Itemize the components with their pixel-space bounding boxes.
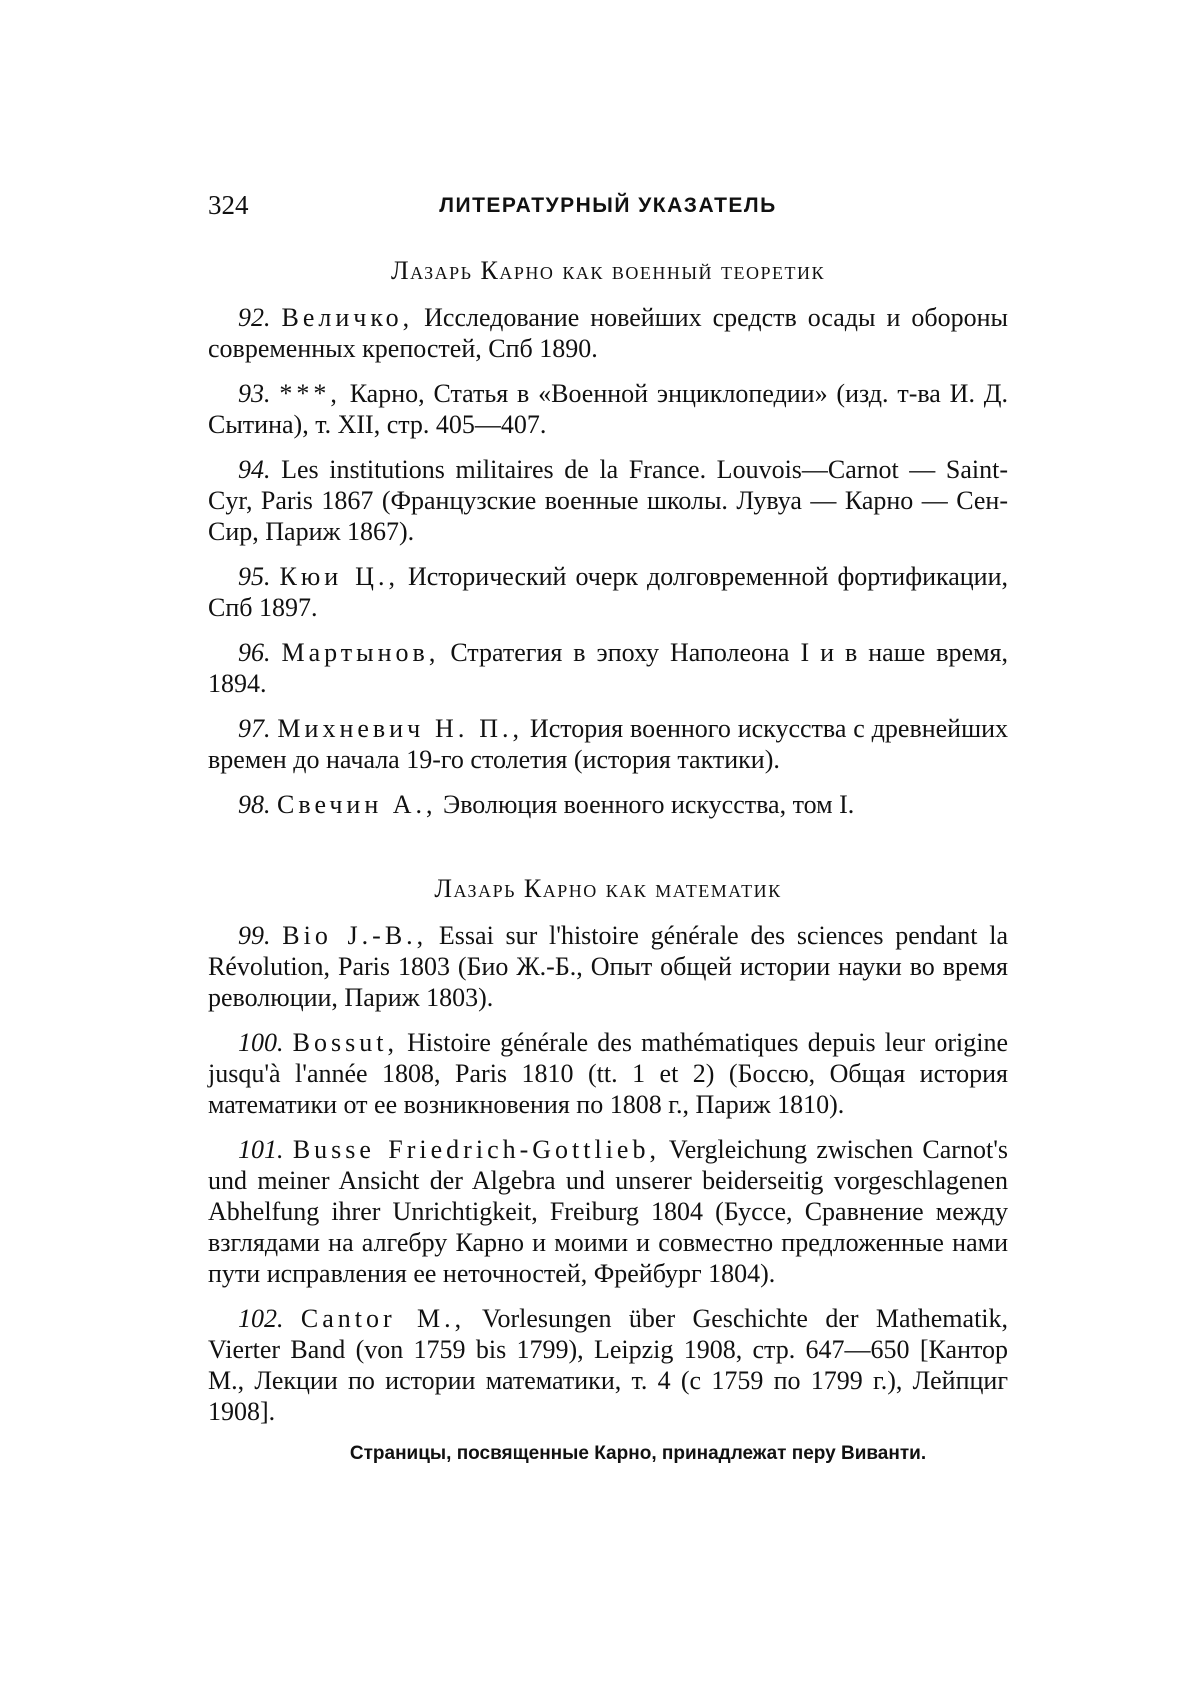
- bibliography-entry: [208, 920, 1008, 1013]
- entry-number: 94.: [238, 455, 271, 484]
- entry-author: Мартынов,: [281, 638, 439, 667]
- bibliography-entry: [208, 454, 1008, 547]
- bibliography-entry: [208, 1303, 1008, 1427]
- entry-number: 95.: [238, 562, 271, 591]
- entry-author: Михневич Н. П.,: [277, 714, 523, 743]
- entry-number: 100.: [238, 1028, 284, 1057]
- entry-number: 102.: [238, 1304, 284, 1333]
- entry-text: Исследование новейших средств осады и обороны современных крепостей, Спб 1890.: [208, 303, 1008, 363]
- page-number: 324: [208, 190, 249, 221]
- entry-text: Стратегия в эпоху Наполеона I и в наше время, 1894.: [208, 638, 1008, 698]
- document-page: [208, 190, 1008, 1465]
- entry-number: 92.: [238, 303, 271, 332]
- entry-text: Эволюция военного искусства, том I.: [443, 790, 854, 819]
- entry-author: Кюи Ц.,: [280, 562, 399, 591]
- entry-text: История военного искусства с древнейших времен до начала 19-го столетия (история тактики).: [208, 714, 1008, 774]
- entry-number: 99.: [238, 921, 271, 950]
- running-head: [208, 190, 1008, 230]
- entry-text: Исторический очерк долговременной фортификации, Спб 1897.: [208, 562, 1008, 622]
- entry-text: Vorlesungen über Geschichte der Mathematik, Vierter Band (von 1759 bis 1799), Leipzig 1908, стр. 647—650 [Кантор М., Лекции по истории математики, т. 4 (с 1759 по 1799 г.), Лейпциг 1908].: [208, 1304, 1008, 1426]
- section-title-mathematician: Лазарь Карно как математик: [208, 874, 1008, 904]
- entry-number: 97.: [238, 714, 271, 743]
- bibliography-entry: [208, 713, 1008, 775]
- running-title: ЛИТЕРАТУРНЫЙ УКАЗАТЕЛЬ: [208, 194, 1008, 218]
- entry-number: 101.: [238, 1135, 284, 1164]
- bibliography-entry: [208, 1134, 1008, 1289]
- bibliography-entry: [208, 637, 1008, 699]
- entry-author: Свечин А.,: [277, 790, 437, 819]
- entry-text: Les institutions militaires de la France. Louvois—Carnot — Saint-Cyr, Paris 1867 (Французские военные школы. Лувуа — Карно — Сен-Сир, Париж 1867).: [208, 455, 1008, 546]
- entry-number: 93.: [238, 379, 271, 408]
- entry-text: Histoire générale des mathématiques depuis leur origine jusqu'à l'année 1808, Paris 1810 (tt. 1 et 2) (Боссю, Общая история математики от ее возникновения по 1808 г., Париж 1810).: [208, 1028, 1008, 1119]
- entry-text: Карно, Статья в «Военной энциклопедии» (изд. т-ва И. Д. Сытина), т. XII, стр. 405—407.: [208, 379, 1008, 439]
- entry-author: Busse Friedrich-Gottlieb,: [293, 1135, 660, 1164]
- entry-author: Величко,: [281, 303, 413, 332]
- bibliography-entry: [208, 789, 1008, 820]
- bibliography-entry: [208, 561, 1008, 623]
- entry-author: Cantor M.,: [301, 1304, 465, 1333]
- entry-author: Bossut,: [293, 1028, 398, 1057]
- footnote: Страницы, посвященные Карно, принадлежат перу Виванти.: [208, 1443, 1008, 1465]
- bibliography-entry: [208, 1027, 1008, 1120]
- section-title-military: Лазарь Карно как военный теоретик: [208, 256, 1008, 286]
- entry-text: Essai sur l'histoire générale des sciences pendant la Révolution, Paris 1803 (Био Ж.-Б., Опыт общей истории науки во время революции, Париж 1803).: [208, 921, 1008, 1012]
- bibliography-entry: [208, 378, 1008, 440]
- entry-number: 96.: [238, 638, 271, 667]
- entry-number: 98.: [238, 790, 271, 819]
- entry-author: Bio J.-B.,: [282, 921, 427, 950]
- entry-author: ***,: [279, 379, 341, 408]
- entry-text: Vergleichung zwischen Carnot's und meiner Ansicht der Algebra und unserer beiderseitig vorgeschlagenen Abhelfung ihrer Unrichtigkeit, Freiburg 1804 (Буссе, Сравнение между взглядами на алгебру Карно и моими и совместно предложенные нами пути исправления ее неточностей, Фрейбург 1804).: [208, 1135, 1008, 1288]
- bibliography-entry: [208, 302, 1008, 364]
